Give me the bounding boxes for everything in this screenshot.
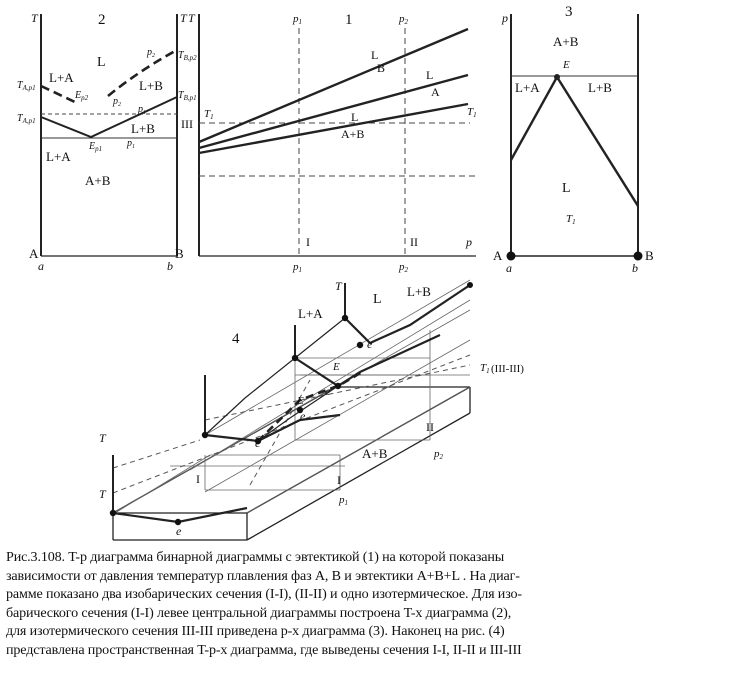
region-LB-top: L+B xyxy=(139,78,163,93)
region-LA: L+A xyxy=(298,306,323,321)
top-p1: p1 xyxy=(293,13,302,26)
section-II: II xyxy=(410,235,418,249)
region-AB: A+B xyxy=(553,34,579,49)
region-L: L xyxy=(97,55,106,70)
region-AB: A+B xyxy=(362,446,388,461)
region-LB: L+B xyxy=(407,284,431,299)
curve-label-L1: L xyxy=(371,48,379,62)
label-TAp1: $T_{A,p1}$ xyxy=(17,80,36,92)
label-b: b xyxy=(632,261,638,275)
label-p1-a: $p_1$ xyxy=(138,104,146,116)
liquidus-p1 xyxy=(41,97,177,137)
panel-number-1: 1 xyxy=(345,12,353,28)
label-A: A xyxy=(29,246,39,261)
panel-number-2: 2 xyxy=(98,12,106,28)
label-b: b xyxy=(167,259,173,273)
label-p2: p2 xyxy=(434,448,443,461)
axis-p: p xyxy=(502,11,508,25)
label-III-III: (III-III) xyxy=(491,363,524,375)
label-E: E xyxy=(563,59,570,71)
caption-line-2: зависимости от давления температур плавления фаз A, B и эвтектики A+B+L . На диаг- xyxy=(6,567,520,584)
region-L: L xyxy=(562,181,571,196)
curve-label-B: B xyxy=(377,61,386,75)
label-T1-right: T1 xyxy=(467,106,477,119)
panel-number-3: 3 xyxy=(565,4,573,20)
curve-label-L2: L xyxy=(426,68,434,82)
curve-label-A: A xyxy=(431,85,440,99)
axis-p: p xyxy=(466,235,472,249)
label-T-left: T xyxy=(99,431,106,445)
label-T-left2: T xyxy=(99,487,106,501)
diagram-1-tp xyxy=(181,11,477,274)
diagram-2-tx xyxy=(17,11,197,273)
label-B: B xyxy=(645,248,654,263)
surface-curves xyxy=(113,285,470,522)
axis-T-left: T xyxy=(31,11,38,25)
label-p2-a: $p_2$ xyxy=(147,47,155,59)
point-B xyxy=(634,252,643,261)
diagram-4-3d xyxy=(99,279,524,540)
region-AB: A+B xyxy=(85,173,111,188)
region-LA: L+A xyxy=(515,80,540,95)
panel-number-4: 4 xyxy=(232,331,240,347)
caption-line-5: для изотермического сечения III-III приведена p-x диаграмма (3). Наконец на рис. (4) xyxy=(6,623,505,640)
label-B: B xyxy=(175,246,184,261)
label-T1: T1 xyxy=(566,213,576,226)
grid-lines xyxy=(113,280,470,513)
boundary-curves xyxy=(511,77,638,206)
label-E: E xyxy=(333,361,340,373)
caption-line-1: Рис.3.108. T-p диаграмма бинарной диаграммы с эвтектикой (1) на которой показаны xyxy=(6,549,505,565)
axis-T-right: T xyxy=(180,11,187,25)
region-LA-low: L+A xyxy=(46,149,71,164)
label-e1: e xyxy=(176,524,182,538)
label-T1: T1 xyxy=(480,362,490,375)
region-L: L xyxy=(373,292,382,307)
caption-line-6: представлена пространственная T-p-x диаграмма, где выведены сечения I-I, II-II и III-III xyxy=(6,641,522,658)
axis-T: T xyxy=(188,11,195,25)
caption-line-3: рамме показано два изобарических сечения (I-I), (II-II) и одно изотермическое. Для изо- xyxy=(6,586,522,603)
label-A: A xyxy=(493,248,503,263)
label-e5: e xyxy=(300,409,306,423)
bottom-p2: p2 xyxy=(399,261,408,274)
region-LA-top: L+A xyxy=(49,70,74,85)
label-TBp2: $T_{B,p2}$ xyxy=(178,50,197,62)
caption-line-4: барического сечения (I-I) левее центральной диаграммы построена T-x диаграмма (2), xyxy=(6,604,512,621)
figure-caption xyxy=(6,548,732,660)
region-LB-mid: L+B xyxy=(131,121,155,136)
section-I: I xyxy=(306,235,310,249)
label-T-top: T xyxy=(335,279,342,293)
label-e3: e xyxy=(367,337,373,351)
label-E-top: $E_{p2}$ xyxy=(75,90,89,102)
region-LB: L+B xyxy=(588,80,612,95)
label-I-b: I xyxy=(337,473,341,487)
curve-label-AB: A+B xyxy=(341,127,365,141)
label-p1: p1 xyxy=(339,494,348,507)
label-a: a xyxy=(38,259,44,273)
label-II: II xyxy=(426,420,434,434)
section-III: III xyxy=(181,117,193,131)
label-TBp1: $T_{B,p1}$ xyxy=(178,90,197,102)
label-TAp1-low: $T_{A,p1}$ xyxy=(17,113,36,125)
diagram-3-px xyxy=(493,4,654,275)
label-p1-b: $p_1$ xyxy=(127,138,135,150)
label-e2: e xyxy=(255,436,261,450)
bottom-p1: p1 xyxy=(293,261,302,274)
point-A xyxy=(507,252,516,261)
label-e4: e xyxy=(325,384,331,398)
label-E2: E xyxy=(297,395,304,407)
eutectic-point xyxy=(554,74,560,80)
label-I-a: I xyxy=(196,472,200,486)
label-T1-left: T1 xyxy=(204,108,214,121)
top-p2: p2 xyxy=(399,13,408,26)
label-p2-b: $p_2$ xyxy=(113,96,121,108)
curve-label-L3: L xyxy=(351,110,359,124)
label-a: a xyxy=(506,261,512,275)
label-E-low: $E_{p1}$ xyxy=(89,141,103,153)
